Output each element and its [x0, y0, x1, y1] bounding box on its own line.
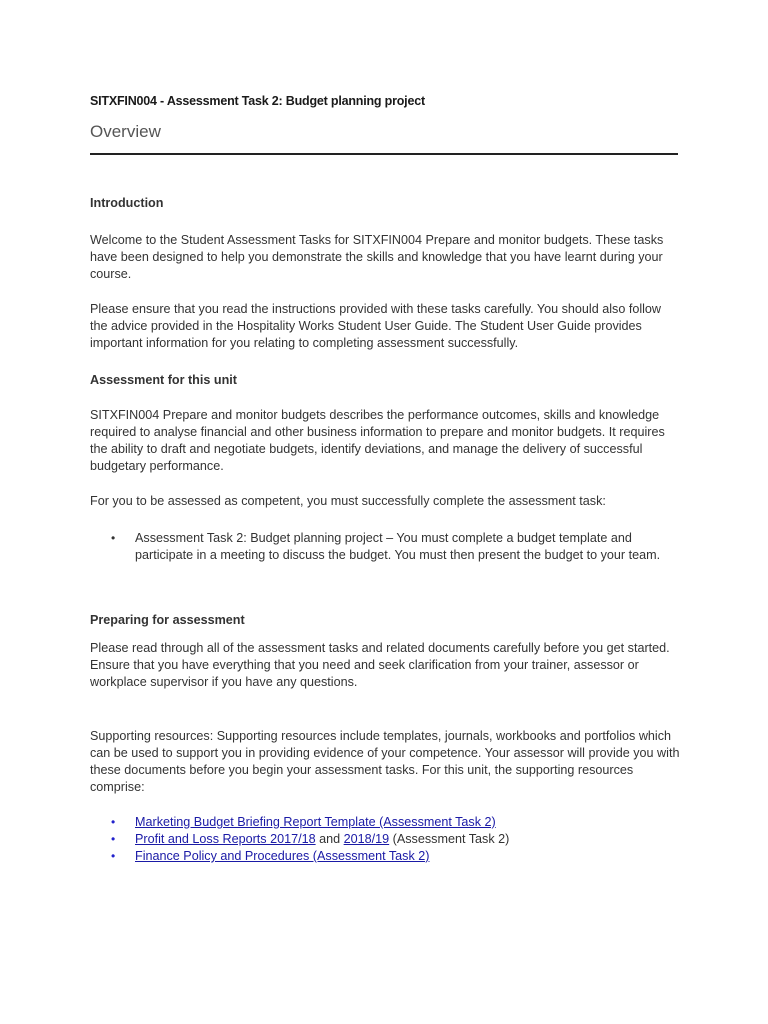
- assessment-task-item: Assessment Task 2: Budget planning project – You must complete a budget template and participate in a meeting to discuss the budget. You must then present the budget to your team.: [135, 531, 661, 562]
- and-text: and: [315, 832, 344, 846]
- document-title: SITXFIN004 - Assessment Task 2: Budget planning project: [90, 94, 425, 108]
- profit-loss-2017-18-link[interactable]: Profit and Loss Reports 2017/18: [135, 832, 316, 846]
- list-item: [90, 814, 680, 831]
- introduction-paragraph-2: Please ensure that you read the instructions provided with these tasks carefully. You should also follow the advice provided in the Hospitality Works Student User Guide. The Student User Guide provides important information for you relating to completing assessment successfully.: [90, 302, 662, 350]
- supporting-resources-paragraph: Supporting resources: Supporting resources include templates, journals, workbooks and portfolios which can be used to support you in providing evidence of your competence. Your assessor will provide you with these documents before you begin your assessment tasks. For this unit, the supporting resources comprise:: [90, 729, 680, 794]
- assessment-task-suffix: (Assessment Task 2): [389, 832, 510, 846]
- profit-loss-2018-19-link[interactable]: 2018/19: [343, 832, 390, 846]
- preparing-heading: Preparing for assessment: [90, 613, 245, 627]
- assessment-heading: Assessment for this unit: [90, 373, 237, 387]
- introduction-heading: Introduction: [90, 196, 164, 210]
- assessment-task-list: [90, 530, 680, 564]
- preparing-paragraph-1: Please read through all of the assessment tasks and related documents carefully before you get started. Ensure that you have everything that you need and seek clarification from your trainer, assessor or workplace supervisor if you have any questions.: [90, 641, 670, 689]
- section-title: Overview: [90, 122, 161, 141]
- title-divider: [90, 153, 678, 155]
- resources-list: [90, 814, 680, 865]
- marketing-budget-template-link[interactable]: Marketing Budget Briefing Report Template (Assessment Task 2): [135, 815, 496, 829]
- list-item: [90, 530, 680, 564]
- introduction-paragraph-1: Welcome to the Student Assessment Tasks for SITXFIN004 Prepare and monitor budgets. These tasks have been designed to help you demonstrate the skills and knowledge that you have learnt during your course.: [90, 233, 664, 281]
- list-item: [90, 848, 680, 865]
- finance-policy-link[interactable]: Finance Policy and Procedures (Assessment Task 2): [135, 849, 430, 863]
- assessment-paragraph-2: For you to be assessed as competent, you must successfully complete the assessment task:: [90, 494, 606, 508]
- list-item: [90, 831, 680, 848]
- assessment-paragraph-1: SITXFIN004 Prepare and monitor budgets describes the performance outcomes, skills and knowledge required to analyse financial and other business information to prepare and monitor budgets. It requires the ability to draft and negotiate budgets, identify deviations, and manage the delivery of successful budgetary performance.: [90, 408, 665, 473]
